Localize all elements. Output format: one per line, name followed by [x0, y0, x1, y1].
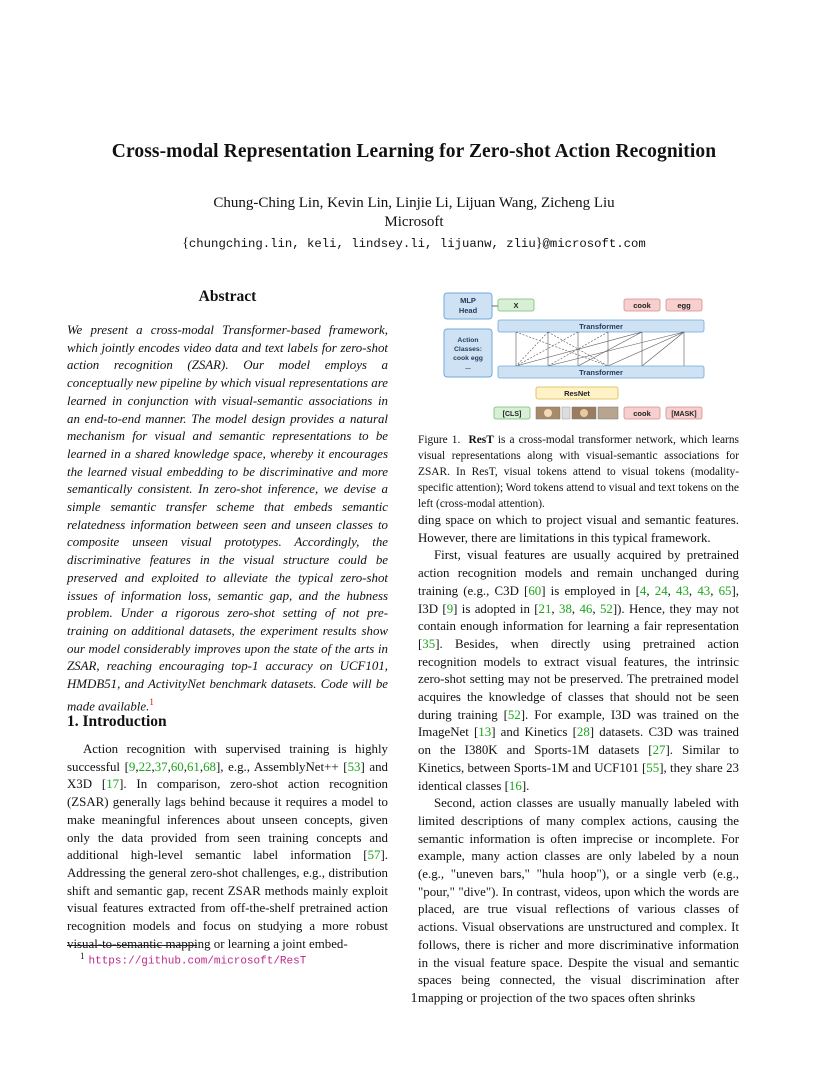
cook-input-label: cook: [633, 409, 651, 418]
caption-bold: ResT: [468, 434, 494, 446]
figure-1-diagram: [438, 287, 740, 423]
citation-link[interactable]: 13: [478, 725, 492, 740]
egg-output-label: egg: [677, 301, 691, 310]
citation-link[interactable]: 68: [203, 759, 216, 774]
abstract-footnote-link[interactable]: 1: [149, 696, 154, 707]
paragraph-text: ], they share 23 identical classes [: [418, 760, 739, 793]
action-classes-label-1: Action: [457, 337, 479, 344]
citation-link[interactable]: 9: [128, 759, 136, 774]
intro-paragraph: Action recognition with supervised training is highly successful [9,22,37,60,61,68], e.g., AssemblyNet++ [53] and X3D [17]. In comparison, zero-shot action recognition (ZSAR) generally lags behind because it requires a model to make meaningful inferences about unseen concepts, given only the data provided from seen training concepts and additional high-level semantic label information [57]. Addressing the general zero-shot challenges, e.g., distribution shift and semantic gap, recent ZSAR methods mainly exploit visual features extracted from off-the-shelf pretrained action recognition models and focus on studying a more robust visual-to-semantic mapping or learning a joint embed-: [67, 742, 388, 951]
paragraph-text: ] datasets. C3D was trained on the I380K and Sports-1M datasets [: [418, 725, 740, 758]
footnote-rule: [67, 945, 197, 946]
citation-link[interactable]: 43: [676, 583, 689, 598]
paragraph-text: ] is employed in [: [541, 583, 640, 598]
right-col-text: [418, 512, 739, 1008]
citation-link[interactable]: 60: [528, 583, 542, 598]
citation-link[interactable]: 21: [538, 601, 552, 616]
resnet-label: ResNet: [564, 389, 590, 398]
mlp-head-label-1: MLP: [460, 296, 476, 305]
paragraph-text: ]. For example, I3D was trained on the ImageNet [: [418, 707, 739, 740]
paragraph-text: ]). Hence, they may not contain enough information for learning a fair representation [: [418, 601, 740, 651]
affiliation: Microsoft: [384, 214, 444, 230]
paragraph-text: ]. Similar to Kinetics, between Sports-1M and UCF101 [: [418, 743, 739, 775]
citation-link[interactable]: 52: [599, 601, 613, 616]
right-paragraph-1: First, visual features are usually acquired by pretrained action recognition models and remain unchanged during training (e.g., C3D [60] is employed in [4, 24, 43, 43, 65], I3D [9] is adopted in [21, 38, 46, 52]). Hence, they may not contain enough information for learning a fair representation [35]. Besides, when directly using pretrained action recognition models to extract visual features, the intrinsic zero-shot setting may not be preserved. The pretrained model acquires the knowledge of classes that should not be seen during training [52]. For example, I3D was trained on the ImageNet [13] and Kinetics [28] datasets. C3D was trained on the I380K and Sports-1M datasets [27]. Similar to Kinetics, between Sports-1M and UCF101 [55], they share 23 identical classes [16].: [418, 548, 740, 793]
video-frame-detail: [544, 409, 552, 417]
action-classes-label-3: cook egg: [453, 355, 483, 362]
paragraph-text: ]. Besides, when directly using pretrained action recognition models to extract visual features, the intrinsic zero-shot setting may not be preserved. The pretrained model acquires the knowledge of classes that should not be seen during training [: [418, 636, 739, 722]
frame-gap: [562, 407, 570, 419]
author-list: Chung-Ching Lin, Kevin Lin, Linjie Li, Lijuan Wang, Zicheng Liu: [213, 195, 615, 211]
x-token-label: X: [513, 301, 519, 310]
attention-lines: [516, 332, 684, 366]
video-frame-detail: [580, 409, 588, 417]
mask-token-label: [MASK]: [671, 411, 697, 418]
abstract-text: We present a cross-modal Transformer-based framework, which jointly encodes video data and text labels for zero-shot action recognition (ZSAR). Our model employs a conceptually new pipeline by which visual representations are learned in conjunction with visual-semantic associations in an end-to-end manner. The model design provides a natural mechanism for visual and semantic representations to be learned in a shared knowledge space, whereby it encourages the learned visual embedding to be discriminative and more semantically consistent. In zero-shot inference, we devise a simple semantic transfer scheme that embeds semantic relatedness information between seen and unseen classes to composite unseen visual prototypes. Accordingly, the discriminative features in the visual structure could be preserved and exploited to alleviate the typical zero-shot issues of information loss, semantic gap, and the hubness problem. Under a rigorous zero-shot setting of not pre-training on additional datasets, the experiment results show our model considerably improves upon the state of the arts in ZSAR, reaching encouraging top-1 accuracy on UCF101, HMDB51, and ActivityNet benchmark datasets. Code will be made available.: [67, 323, 388, 714]
action-classes-label-4: ...: [465, 364, 471, 371]
transformer-bottom-label: Transformer: [579, 368, 623, 377]
citation-link[interactable]: 53: [347, 759, 361, 774]
citation-link[interactable]: 22: [138, 759, 152, 774]
citation-link[interactable]: 28: [576, 725, 590, 740]
paragraph-text: ] and Kinetics [: [491, 725, 577, 740]
figure-1-caption: [418, 432, 739, 512]
citation-link[interactable]: 24: [654, 583, 668, 598]
abstract-heading: Abstract: [198, 288, 257, 305]
intro-text: ] and X3D [: [67, 759, 388, 792]
citation-link[interactable]: 35: [422, 636, 436, 651]
transformer-top-label: Transformer: [579, 322, 623, 331]
right-paragraph-continued: ding space on which to project visual and semantic features. However, there are limitations in this typical framework.: [418, 513, 739, 545]
paragraph-text: First, visual features are usually acquired by pretrained action recognition models and remain unchanged during training (e.g., C3D [: [418, 548, 739, 598]
caption-text: is a cross-modal transformer network, which learns visual representations along with visual-semantic associations for ZSAR. In ResT, visual tokens attend to visual tokens (modality-specific attention); Word tokens attend to visual and text tokens on the left (cross-modal attention).: [418, 434, 739, 510]
footnote-url-link[interactable]: https://github.com/microsoft/ResT: [88, 955, 307, 968]
email-brace-close: }: [535, 236, 543, 251]
email-domain: @microsoft.com: [542, 237, 646, 251]
cook-output-label: cook: [633, 301, 651, 310]
paragraph-text: ] is adopted in [: [453, 601, 539, 616]
citation-link[interactable]: 52: [507, 707, 521, 722]
citation-link[interactable]: 37: [154, 759, 168, 774]
citation-link[interactable]: 46: [579, 601, 593, 616]
intro-heading: 1. Introduction: [67, 713, 167, 730]
abstract-body: [67, 322, 388, 716]
citation-link[interactable]: 9: [446, 601, 454, 616]
citation-link[interactable]: 38: [559, 601, 572, 616]
footnote: [80, 951, 306, 968]
author-emails: [0, 236, 828, 252]
citation-link[interactable]: 17: [106, 777, 120, 792]
footnote-mark: 1: [80, 951, 85, 961]
citation-link[interactable]: 16: [508, 778, 522, 793]
page-number: 1: [410, 991, 418, 1006]
email-names: chungching.lin, keli, lindsey.li, lijuanw, zliu: [188, 237, 536, 251]
video-frame-thumbnail: [598, 407, 618, 419]
citation-link[interactable]: 65: [718, 583, 732, 598]
action-classes-label-2: Classes:: [454, 346, 482, 353]
paragraph-text: ].: [521, 778, 530, 793]
intro-text: ]. Addressing the general zero-shot challenges, e.g., distribution shift and semantic gap, recent ZSAR methods mainly exploit visual features extracted from off-the-shelf pretrained action recognition models and focus on studying a more robust visual-to-semantic mapping or learning a joint embed-: [67, 848, 388, 951]
citation-link[interactable]: 60: [170, 759, 184, 774]
paragraph-text: ], I3D [: [418, 583, 739, 616]
right-paragraph-2: Second, action classes are usually manually labeled with limited descriptions of many complex actions, causing the semantic information is often imprecise or incomplete. For example, many action classes are only labeled by a noun (e.g., "uneven bars," "hula hoop"), or a single verb (e.g., "pour," "dive"). In contrast, videos, upon which the words are placed, are true visual reflections of various classes of actions. Visual observations are unstructured and complex. It follows, there is richer and more discriminative information in the visual feature space. Despite the visual and semantic spaces being connected, the visual discrimination after mapping or projection of the two spaces often shrinks: [418, 796, 739, 1005]
citation-link[interactable]: 57: [367, 848, 381, 863]
cls-token-label: [CLS]: [502, 411, 522, 418]
intro-text: ]. In comparison, zero-shot action recognition (ZSAR) generally lags behind because it requires a model to make meaningful inferences about unseen concepts, given only the data provided from seen training concepts and additional high-level semantic label information [: [67, 777, 388, 863]
mlp-head-label-2: Head: [458, 306, 478, 315]
caption-label: Figure 1.: [418, 434, 461, 446]
citation-link[interactable]: 55: [646, 760, 660, 775]
intro-text: ], e.g., AssemblyNet++ [: [216, 759, 348, 774]
citation-link[interactable]: 43: [697, 583, 711, 598]
paper-title: Cross-modal Representation Learning for Zero-shot Action Recognition: [111, 141, 717, 162]
citation-link[interactable]: 27: [652, 743, 666, 758]
citation-link[interactable]: 61: [186, 759, 200, 774]
citation-link[interactable]: 4: [639, 583, 647, 598]
email-brace-open: {: [182, 236, 189, 251]
intro-text: Action recognition with supervised training is highly successful [: [67, 742, 388, 774]
